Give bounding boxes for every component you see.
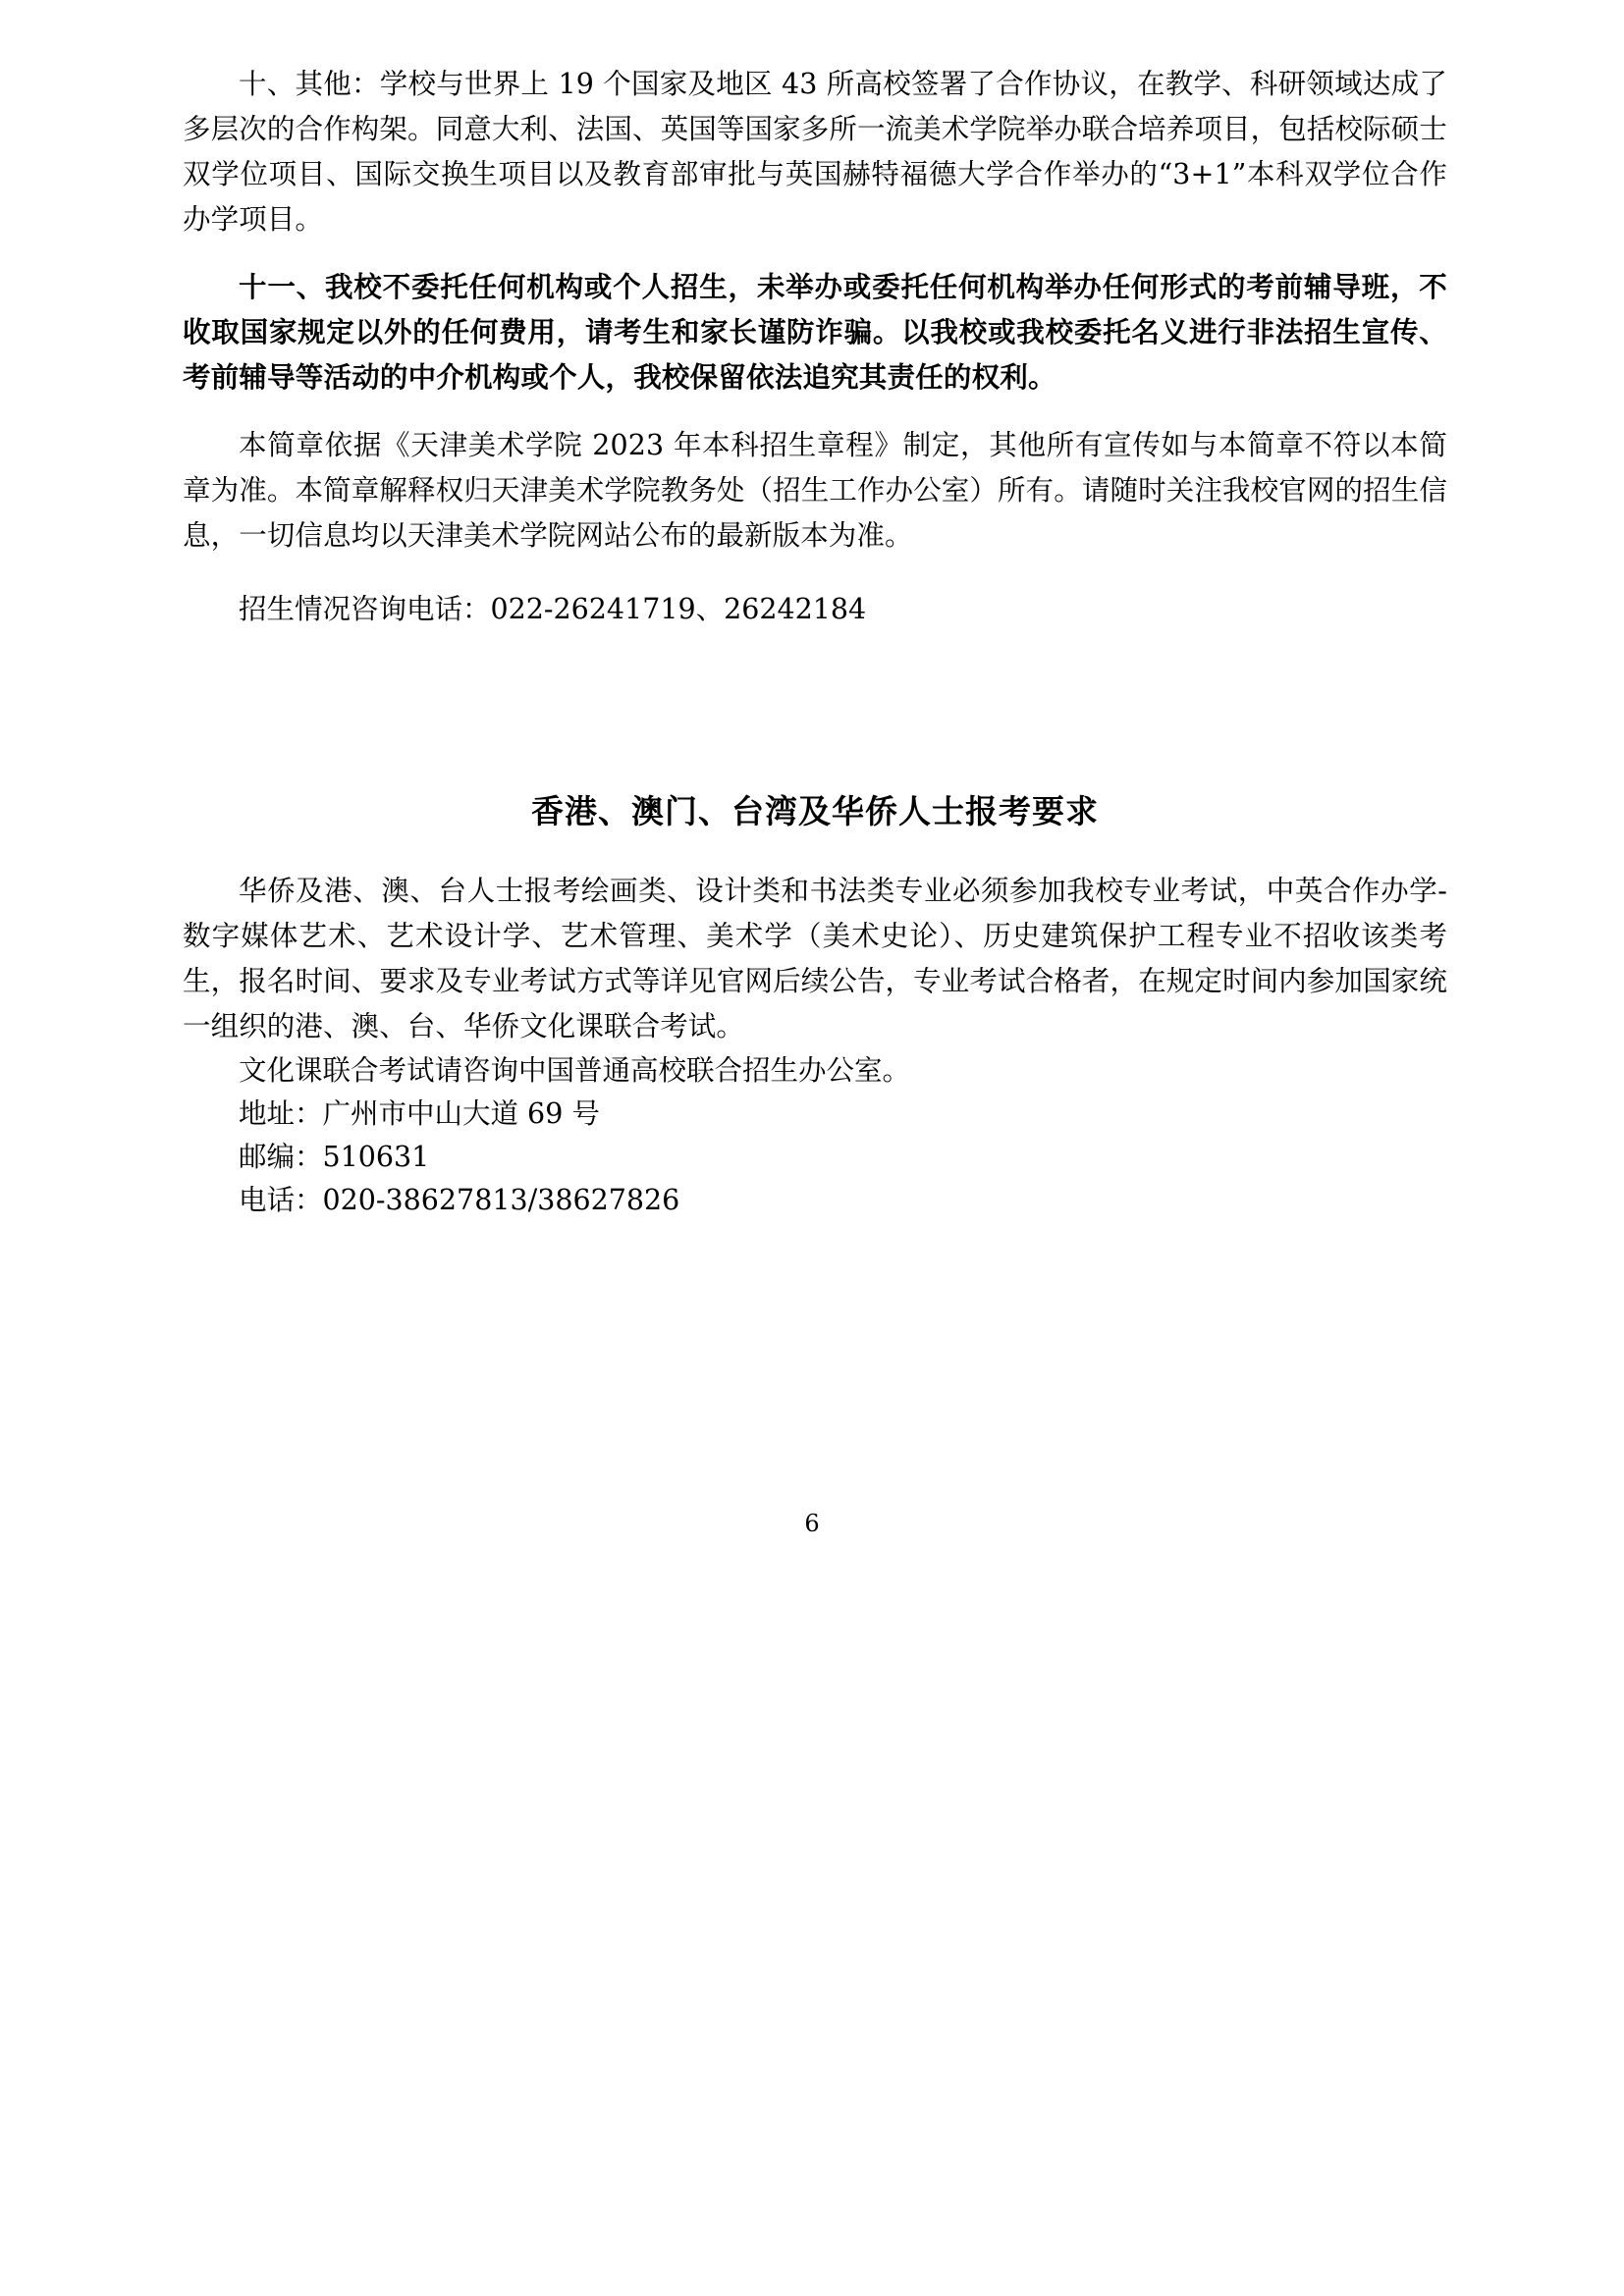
paragraph-item-ten: 十、其他：学校与世界上 19 个国家及地区 43 所高校签署了合作协议，在教学、科研领域达成了多层次的合作构架。同意大利、法国、英国等国家多所一流美术学院举办联合培养项目，包括校际硕士双学位项目、国际交换生项目以及教育部审批与英国赫特福德大学合作举办的“3+1”本科双学位合作办学项目。 <box>183 68 1447 236</box>
page-content <box>183 0 1447 1222</box>
paragraph-item-eleven: 十一、我校不委托任何机构或个人招生，未举办或委托任何机构举办任何形式的考前辅导班，不收取国家规定以外的任何费用，请考生和家长谨防诈骗。以我校或我校委托名义进行非法招生宣传、考前辅导等活动的中介机构或个人，我校保留依法追究其责任的权利。 <box>183 270 1447 394</box>
top-margin-spacer <box>183 0 1447 62</box>
page-number: 6 <box>804 1510 820 1537</box>
heading-bottom-spacer <box>183 835 1447 869</box>
paragraph-statement: 本简章依据《天津美术学院 2023 年本科招生章程》制定，其他所有宣传如与本简章不符以本简章为准。本简章解释权归天津美术学院教务处（招生工作办公室）所有。请随时关注我校官网的招生信息，一切信息均以天津美术学院网站公布的最新版本为准。 <box>183 429 1447 552</box>
postcode-line: 邮编：510631 <box>239 1141 430 1173</box>
paragraph-section-body: 华侨及港、澳、台人士报考绘画类、设计类和书法类专业必须参加我校专业考试，中英合作办学-数字媒体艺术、艺术设计学、艺术管理、美术学（美术史论）、历史建筑保护工程专业不招收该类考生，报名时间、要求及专业考试方式等详见官网后续公告，专业考试合格者，在规定时间内参加国家统一组织的港、澳、台、华侨文化课联合考试。 <box>183 875 1447 1042</box>
heading-top-spacer <box>183 631 1447 788</box>
paragraph-spacer-2 <box>183 400 1447 423</box>
joint-exam-note-line: 文化课联合考试请咨询中国普通高校联合招生办公室。 <box>239 1054 911 1087</box>
address-line: 地址：广州市中山大道 69 号 <box>239 1097 600 1130</box>
paragraph-spacer-1 <box>183 242 1447 264</box>
paragraph-spacer-3 <box>183 559 1447 588</box>
phone-line: 电话：020-38627813/38627826 <box>239 1184 680 1216</box>
admission-phone-line: 招生情况咨询电话：022-26241719、26242184 <box>239 593 867 625</box>
section-heading-overseas-applicants: 香港、澳门、台湾及华侨人士报考要求 <box>531 792 1099 830</box>
